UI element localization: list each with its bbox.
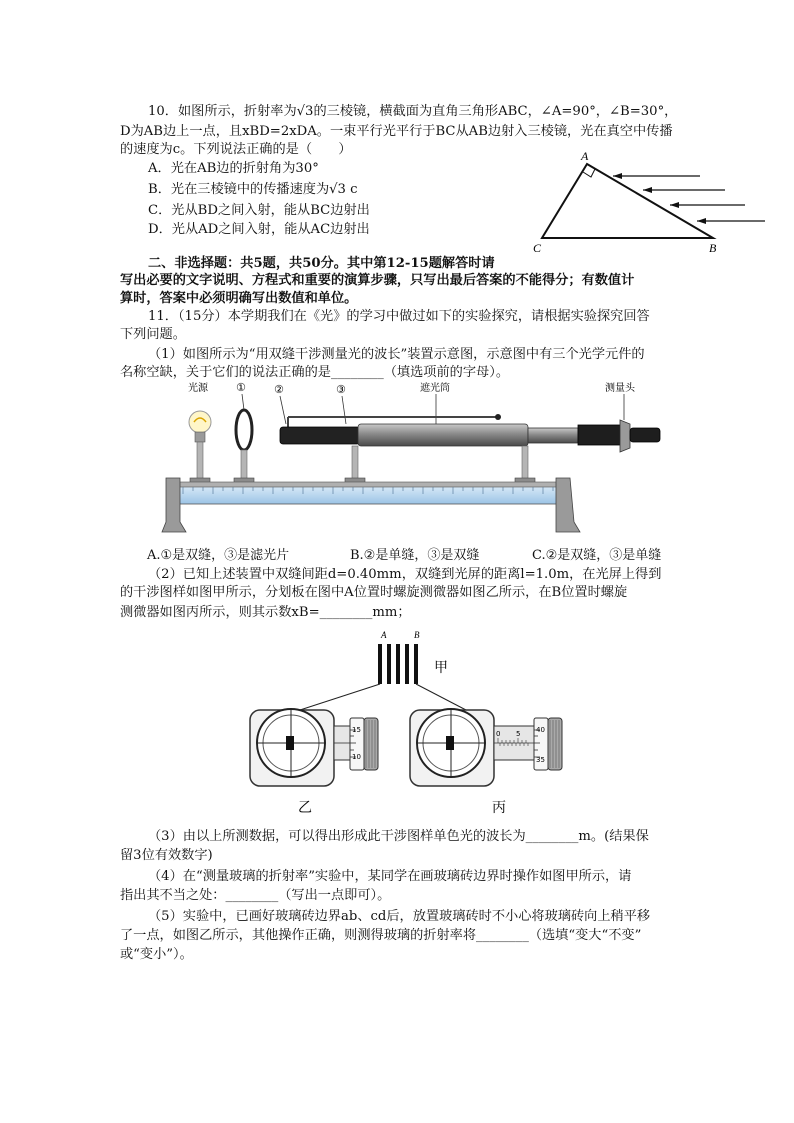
q10-line2: D为AB边上一点，且xBD=2xDA。一束平行光平行于BC从AB边射入三棱镜，光在真空中传播 <box>120 124 673 139</box>
q11-line2: 下列问题。 <box>120 327 186 342</box>
label-light-shield-tube: 遮光筒 <box>420 383 450 394</box>
label-light-source: 光源 <box>188 383 208 394</box>
q11-part4-line2: 指出其不当之处：________（写出一点即可）。 <box>120 888 391 903</box>
q10-option-c: C．光从BD之间入射，能从BC边射出 <box>148 203 370 218</box>
q11-part2-line2: 的干涉图样如图甲所示，分划板在图中A位置时螺旋测微器如图乙所示，在B位置时螺旋 <box>120 585 628 600</box>
prism-label-b: B <box>709 241 717 255</box>
label-element-3: ③ <box>336 383 346 396</box>
q11-line1: 11．（15分）本学期我们在《光》的学习中做过如下的实验探究，请根据实验探究回答 <box>148 309 650 324</box>
q11-part3-line2: 留3位有效数字) <box>120 848 213 863</box>
q10-line3: 的速度为c。下列说法正确的是（ ） <box>120 142 352 157</box>
section2-line3: 算时，答案中必须明确写出数值和单位。 <box>120 291 358 306</box>
q11-option-a: A.①是双缝，③是滤光片 <box>147 548 290 563</box>
fringe-label-a: A <box>381 630 387 640</box>
q10-option-b: B．光在三棱镜中的传播速度为√3 c <box>148 182 358 197</box>
apparatus-figure <box>158 380 678 542</box>
label-element-1: ① <box>236 381 246 394</box>
q11-part3-line1: （3）由以上所测数据，可以得出形成此干涉图样单色光的波长为________m。(结果保 <box>148 829 649 844</box>
q10-option-d: D．光从AD之间入射，能从AC边射出 <box>148 222 370 237</box>
yi-scale-15: 15 <box>352 726 361 734</box>
prism-label-c: C <box>533 241 542 255</box>
label-element-2: ② <box>274 383 284 396</box>
q11-part1-line2: 名称空缺，关于它们的说法正确的是________（填选项前的字母）。 <box>120 365 510 380</box>
fringe-label-b: B <box>414 630 420 640</box>
q11-option-c: C.②是双缝，③是单缝 <box>532 548 662 563</box>
q11-part5-line3: 或“变小”）。 <box>120 947 193 962</box>
q11-option-b: B.②是单缝，③是双缝 <box>350 548 480 563</box>
q11-part2-line1: （2）已知上述装置中双缝间距d=0.40mm，双缝到光屏的距离l=1.0m，在光屏上得到 <box>148 567 662 582</box>
fringe-label-jia: 甲 <box>434 660 448 676</box>
label-measuring-head: 测量头 <box>605 383 635 394</box>
prism-figure <box>525 148 775 258</box>
micrometer-label-yi: 乙 <box>298 800 312 816</box>
bing-scale-0: 0 <box>496 730 501 738</box>
q10-line1: 10．如图所示，折射率为√3的三棱镜，横截面为直角三角形ABC，∠A=90°，∠B=30°， <box>148 104 678 119</box>
q11-part5-line1: （5）实验中，已画好玻璃砖边界ab、cd后，放置玻璃砖时不小心将玻璃砖向上稍平移 <box>148 909 651 924</box>
q11-part4-line1: （4）在“测量玻璃的折射率”实验中，某同学在画玻璃砖边界时操作如图甲所示，请 <box>148 869 632 884</box>
micrometer-label-bing: 丙 <box>492 800 506 816</box>
interference-micrometer-figure <box>240 626 570 820</box>
q11-part2-line3: 测微器如图丙所示，则其示数xB=________mm； <box>120 605 411 620</box>
q11-part1-line1: （1）如图所示为“用双缝干涉测量光的波长”装置示意图，示意图中有三个光学元件的 <box>148 347 645 362</box>
section2-line2: 写出必要的文字说明、方程式和重要的演算步骤，只写出最后答案的不能得分；有数值计 <box>120 273 635 288</box>
q10-option-a: A．光在AB边的折射角为30° <box>148 161 319 176</box>
bing-scale-5: 5 <box>516 730 521 738</box>
bing-scale-40: 40 <box>536 726 545 734</box>
yi-scale-10: 10 <box>352 753 361 761</box>
q11-part5-line2: 了一点，如图乙所示，其他操作正确，则测得玻璃的折射率将________（选填“变大“不变” <box>120 928 642 943</box>
prism-label-a: A <box>581 149 589 163</box>
bing-scale-35: 35 <box>536 756 545 764</box>
section2-heading: 二、非选择题：共5题，共50分。其中第12-15题解答时请 <box>148 256 495 271</box>
